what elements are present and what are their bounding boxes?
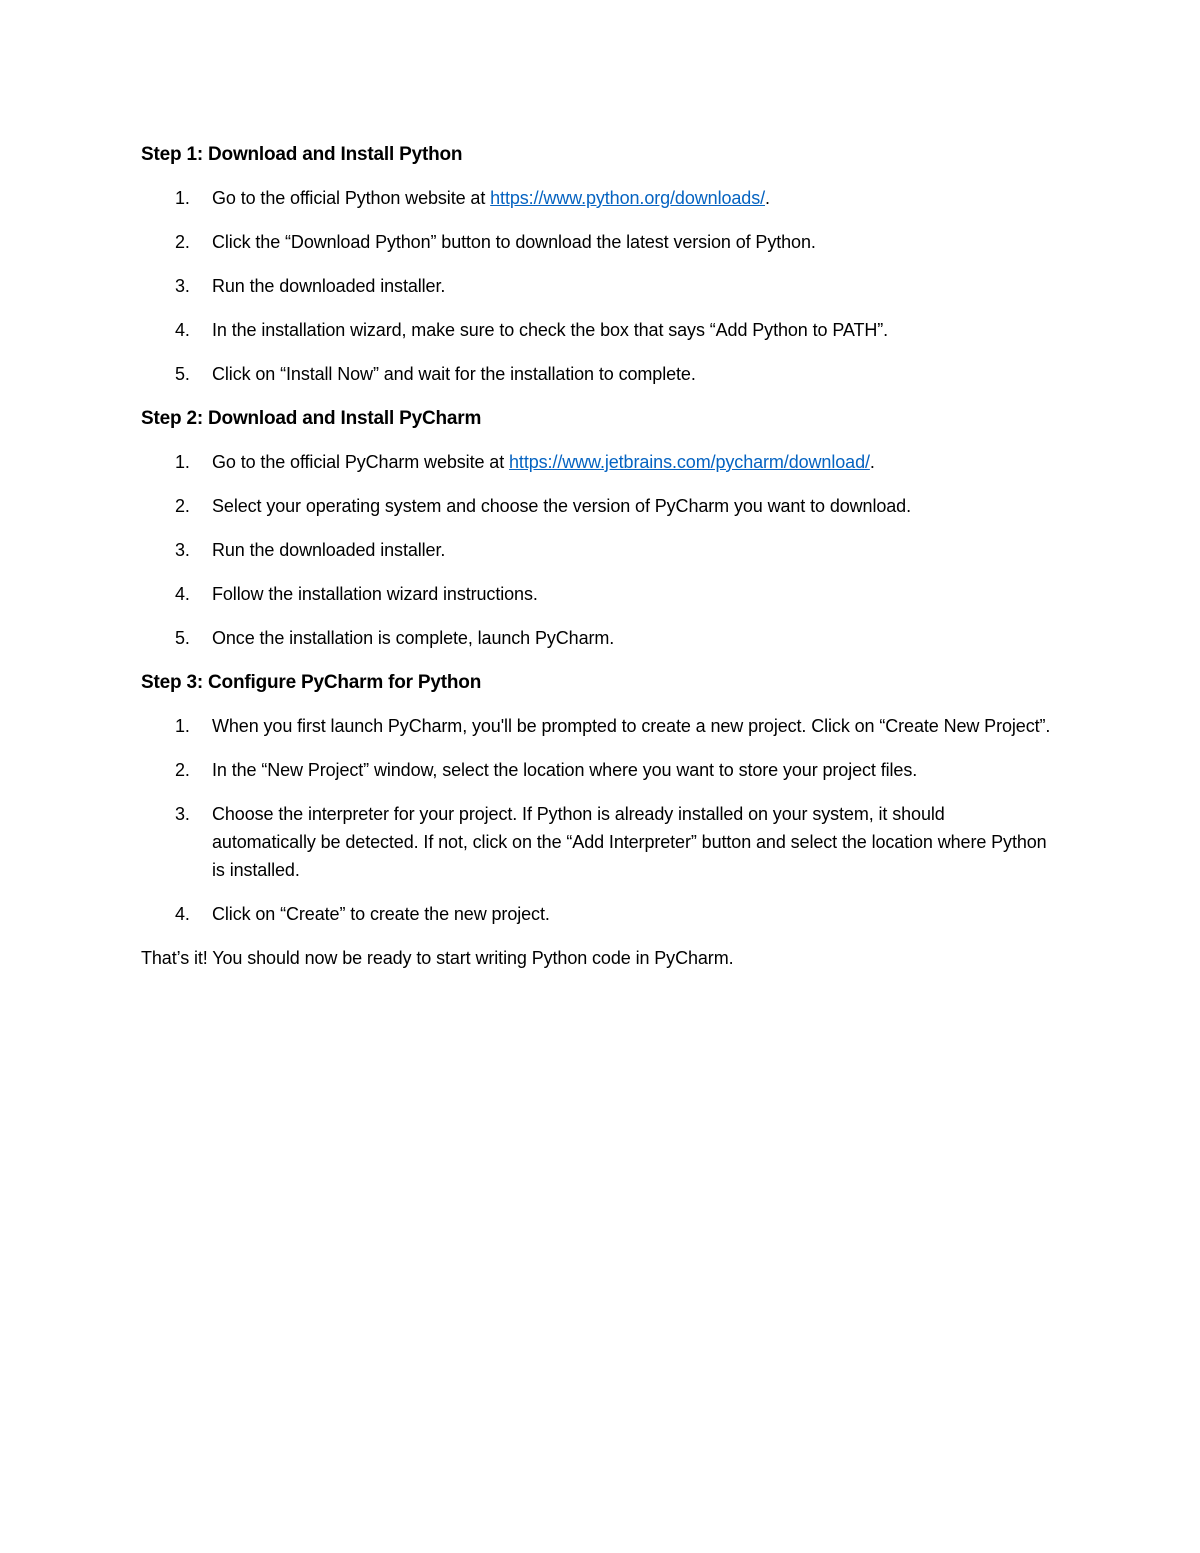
section-heading: Step 3: Configure PyCharm for Python xyxy=(141,672,482,693)
list-text: Click on “Create” to create the new project. xyxy=(212,904,550,924)
step-list xyxy=(141,184,1051,388)
pycharm-download-link[interactable]: https://www.jetbrains.com/pycharm/download/ xyxy=(509,452,870,472)
section-step-1 xyxy=(141,140,1051,388)
list-text-suffix: . xyxy=(869,452,875,472)
list-text: Click on “Install Now” and wait for the installation to complete. xyxy=(212,364,696,384)
list-item xyxy=(141,900,1051,928)
list-item xyxy=(141,756,1051,784)
step-list xyxy=(141,712,1051,928)
section-step-3 xyxy=(141,668,1051,928)
list-item xyxy=(141,624,1051,652)
list-item xyxy=(141,492,1051,520)
list-number: 2. xyxy=(175,232,190,252)
list-item xyxy=(141,712,1051,740)
document-page xyxy=(141,140,1051,972)
section-heading: Step 1: Download and Install Python xyxy=(141,144,463,165)
list-text: Go to the official PyCharm website at xyxy=(212,452,510,472)
closing-paragraph: That’s it! You should now be ready to start writing Python code in PyCharm. xyxy=(141,948,734,968)
list-number: 5. xyxy=(175,364,190,384)
list-text: In the “New Project” window, select the location where you want to store your project files. xyxy=(212,760,918,780)
list-text: Follow the installation wizard instructions. xyxy=(212,584,538,604)
list-number: 1. xyxy=(175,188,190,208)
list-item xyxy=(141,360,1051,388)
list-item xyxy=(141,580,1051,608)
list-item xyxy=(141,272,1051,300)
list-text: When you first launch PyCharm, you'll be prompted to create a new project. Click on “Create New Project”. xyxy=(212,716,1051,736)
list-number: 3. xyxy=(175,540,190,560)
list-number: 4. xyxy=(175,904,190,924)
list-text: Go to the official Python website at xyxy=(212,188,491,208)
step-list xyxy=(141,448,1051,652)
list-number: 4. xyxy=(175,584,190,604)
list-text: Choose the interpreter for your project. If Python is already installed on your system, it should automatically be detected. If not, click on the “Add Interpreter” button and select the location where Python is installed. xyxy=(212,804,1047,880)
list-number: 4. xyxy=(175,320,190,340)
list-text: Click the “Download Python” button to download the latest version of Python. xyxy=(212,232,816,252)
list-item xyxy=(141,800,1051,884)
list-item xyxy=(141,184,1051,212)
python-downloads-link[interactable]: https://www.python.org/downloads/ xyxy=(490,188,765,208)
list-text: Select your operating system and choose the version of PyCharm you want to download. xyxy=(212,496,911,516)
section-heading: Step 2: Download and Install PyCharm xyxy=(141,408,482,429)
list-item xyxy=(141,536,1051,564)
section-step-2 xyxy=(141,404,1051,652)
list-item xyxy=(141,316,1051,344)
list-number: 1. xyxy=(175,452,190,472)
list-number: 3. xyxy=(175,276,190,296)
list-text-suffix: . xyxy=(765,188,770,208)
list-number: 5. xyxy=(175,628,190,648)
list-number: 2. xyxy=(175,496,190,516)
list-item xyxy=(141,228,1051,256)
list-item xyxy=(141,448,1051,476)
list-text: In the installation wizard, make sure to check the box that says “Add Python to PATH”. xyxy=(212,320,889,340)
list-text: Run the downloaded installer. xyxy=(212,276,446,296)
list-number: 2. xyxy=(175,760,190,780)
list-number: 3. xyxy=(175,804,190,824)
list-text: Once the installation is complete, launch PyCharm. xyxy=(212,628,615,648)
list-text: Run the downloaded installer. xyxy=(212,540,446,560)
list-number: 1. xyxy=(175,716,190,736)
